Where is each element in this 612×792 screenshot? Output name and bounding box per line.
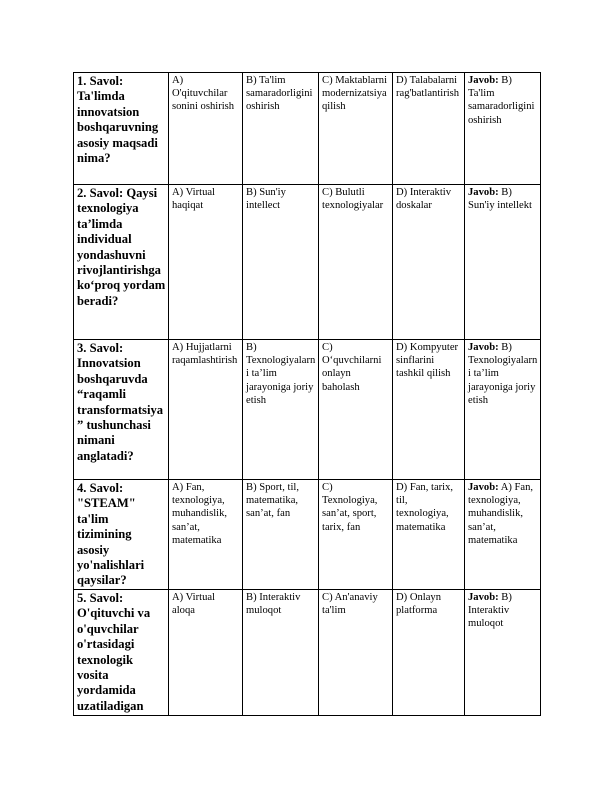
option-d-cell: D) Onlayn platforma <box>393 590 465 716</box>
question-cell: 5. Savol: O'qituvchi va o'quvchilar o'rtasidagi texnologik vosita yordamida uzatiladigan <box>74 590 169 716</box>
option-b-cell: B) Texnologiyalarni ta’lim jarayoniga joriy etish <box>243 340 319 480</box>
option-a-cell: A) Fan, texnologiya, muhandislik, san’at, matematika <box>169 480 243 590</box>
answer-cell <box>465 73 541 185</box>
option-c-cell: C) Texnologiya, san’at, sport, tarix, fan <box>319 480 393 590</box>
option-a-cell: A) O'qituvchilar sonini oshirish <box>169 73 243 185</box>
question-cell: 1. Savol: Ta'limda innovatsion boshqaruvning asosiy maqsadi nima? <box>74 73 169 185</box>
option-d-cell: D) Kompyuter sinflarini tashkil qilish <box>393 340 465 480</box>
question-cell: 2. Savol: Qaysi texnologiya ta’limda individual yondashuvni rivojlantirishga ko‘proq yordam beradi? <box>74 185 169 340</box>
option-c-cell: C) O‘quvchilarni onlayn baholash <box>319 340 393 480</box>
table-row <box>74 73 541 185</box>
answer-cell <box>465 590 541 716</box>
question-cell: 3. Savol: Innovatsion boshqaruvda “raqamli transformatsiya” tushunchasi nimani anglatadi? <box>74 340 169 480</box>
question-cell: 4. Savol: "STEAM" ta'lim tizimining asosiy yo'nalishlari qaysilar? <box>74 480 169 590</box>
option-c-cell: C) Maktablarni modernizatsiya qilish <box>319 73 393 185</box>
table-row <box>74 480 541 590</box>
option-c-cell: C) Bulutli texnologiyalar <box>319 185 393 340</box>
option-d-cell: D) Interaktiv doskalar <box>393 185 465 340</box>
answer-label: Javob: <box>468 592 499 603</box>
answer-cell <box>465 480 541 590</box>
option-b-cell: B) Sun'iy intellect <box>243 185 319 340</box>
option-d-cell: D) Talabalarni rag'batlantirish <box>393 73 465 185</box>
answer-label: Javob: <box>468 75 499 86</box>
answer-text: B) Ta'lim samaradorligini oshirish <box>468 75 535 126</box>
answer-label: Javob: <box>468 342 499 353</box>
option-d-cell: D) Fan, tarix, til, texnologiya, matematika <box>393 480 465 590</box>
table-row <box>74 590 541 716</box>
option-a-cell: A) Virtual aloqa <box>169 590 243 716</box>
table-row <box>74 340 541 480</box>
answer-text: B) Sun'iy intellekt <box>468 187 532 212</box>
answer-text: B) Interaktiv muloqot <box>468 592 512 630</box>
option-b-cell: B) Interaktiv muloqot <box>243 590 319 716</box>
option-a-cell: A) Virtual haqiqat <box>169 185 243 340</box>
table-row <box>74 185 541 340</box>
answer-text: A) Fan, texnologiya, muhandislik, san’at, matematika <box>468 482 534 546</box>
answer-cell <box>465 340 541 480</box>
option-b-cell: B) Sport, til, matematika, san’at, fan <box>243 480 319 590</box>
option-b-cell: B) Ta'lim samaradorligini oshirish <box>243 73 319 185</box>
answer-text: B) Texnologiyalarni ta’lim jarayoniga joriy etish <box>468 342 538 406</box>
option-a-cell: A) Hujjatlarni raqamlashtirish <box>169 340 243 480</box>
answer-label: Javob: <box>468 187 499 198</box>
answer-label: Javob: <box>468 482 499 493</box>
option-c-cell: C) An'anaviy ta'lim <box>319 590 393 716</box>
quiz-table <box>73 72 541 716</box>
answer-cell <box>465 185 541 340</box>
